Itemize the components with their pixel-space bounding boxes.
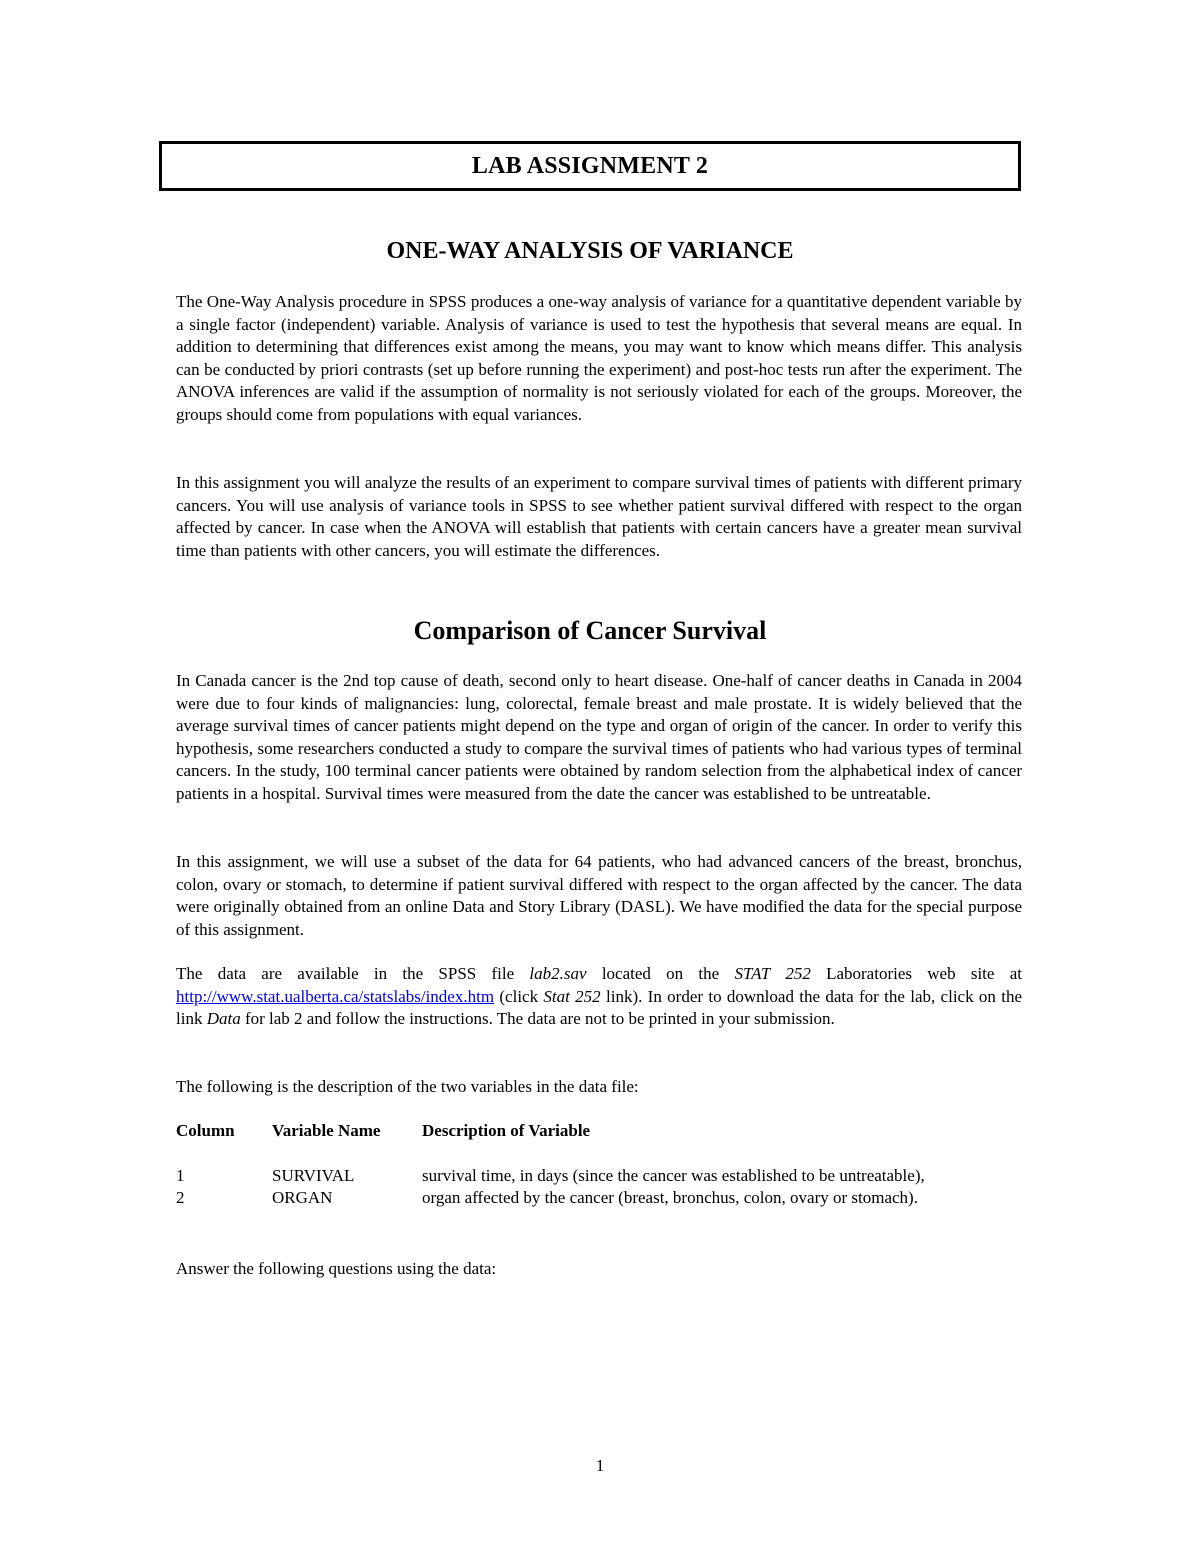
title-box [159,141,1021,191]
background-paragraph: In Canada cancer is the 2nd top cause of death, second only to heart disease. One-half of cancer deaths in Canada in 2004 were due to four kinds of malignancies: lung, colorectal, female breast and male prostate. It is widely believed that the average survival times of cancer patients might depend on the type and organ of origin of the cancer. In order to verify this hypothesis, some researchers conducted a study to compare the survival times of patients who had various types of terminal cancers. In the study, 100 terminal cancer patients were obtained by random selection from the alphabetical index of cancer patients in a hospital. Survival times were measured from the date the cancer was established to be untreatable. [176,671,1022,803]
column-header: Column [176,1121,235,1140]
variable-description: survival time, in days (since the cancer was established to be untreatable), [422,1165,925,1185]
text-fragment: located on the [586,964,735,983]
intro-paragraph: The One-Way Analysis procedure in SPSS produces a one-way analysis of variance for a quantitative dependent variable by a single factor (independent) variable. Analysis of variance is used to test the hypothesis that several means are equal. In addition to determining that differences exist among the means, you may want to know which means differ. This analysis can be conducted by priori contrasts (set up before running the experiment) and post-hoc tests run after the experiment. The ANOVA inferences are valid if the assumption of normality is not seriously violated for each of the groups. Moreover, the groups should come from populations with equal variances. [176,292,1022,424]
column-number: 2 [176,1188,185,1208]
page-number: 1 [595,1456,605,1475]
stat-link-label: Stat 252 [543,986,601,1006]
text-fragment: Laboratories web site at [810,964,1022,983]
main-heading: ONE-WAY ANALYSIS OF VARIANCE [386,238,794,264]
variable-name-header: Variable Name [272,1121,381,1140]
text-fragment: for lab 2 and follow the instructions. The data are not to be printed in your submission. [240,1009,835,1029]
table-row [176,1165,1022,1188]
questions-intro-paragraph: Answer the following questions using the data: [176,1259,497,1278]
variables-intro-paragraph: The following is the description of the two variables in the data file: [176,1077,639,1096]
description-header: Description of Variable [422,1121,591,1140]
assignment-overview-paragraph: In this assignment you will analyze the results of an experiment to compare survival times of patients with different primary cancers. You will use analysis of variance tools in SPSS to see whether patient survival differed with respect to the organ affected by cancer. In case when the ANOVA will establish that patients with certain cancers have a greater mean survival time than patients with other cancers, you will estimate the differences. [176,473,1022,560]
variables-table-header [176,1120,1022,1143]
assignment-title: LAB ASSIGNMENT 2 [471,152,709,179]
course-name: STAT 252 [734,964,811,983]
data-availability-paragraph [176,963,1022,1031]
table-row [176,1187,1022,1210]
text-fragment: The data are available in the SPSS file [176,964,530,983]
data-file-name: lab2.sav [529,964,587,983]
variable-name: SURVIVAL [272,1165,355,1185]
column-number: 1 [176,1165,185,1185]
section-heading: Comparison of Cancer Survival [413,616,767,645]
labs-website-link[interactable]: http://www.stat.ualberta.ca/statslabs/index.htm [176,986,495,1006]
variable-description: organ affected by the cancer (breast, bronchus, colon, ovary or stomach). [422,1188,918,1208]
variable-name: ORGAN [272,1188,333,1208]
data-subset-paragraph: In this assignment, we will use a subset of the data for 64 patients, who had advanced cancers of the breast, bronchus, colon, ovary or stomach, to determine if patient survival differed with respect to the organ affected by the cancer. The data were originally obtained from an online Data and Story Library (DASL). We have modified the data for the special purpose of this assignment. [176,852,1022,939]
text-fragment: (click [494,986,544,1006]
data-link-label: Data [206,1009,241,1029]
text-fragment: link). In order to download the data for the lab, click on the link [176,986,1023,1029]
variables-table [176,1120,1022,1210]
